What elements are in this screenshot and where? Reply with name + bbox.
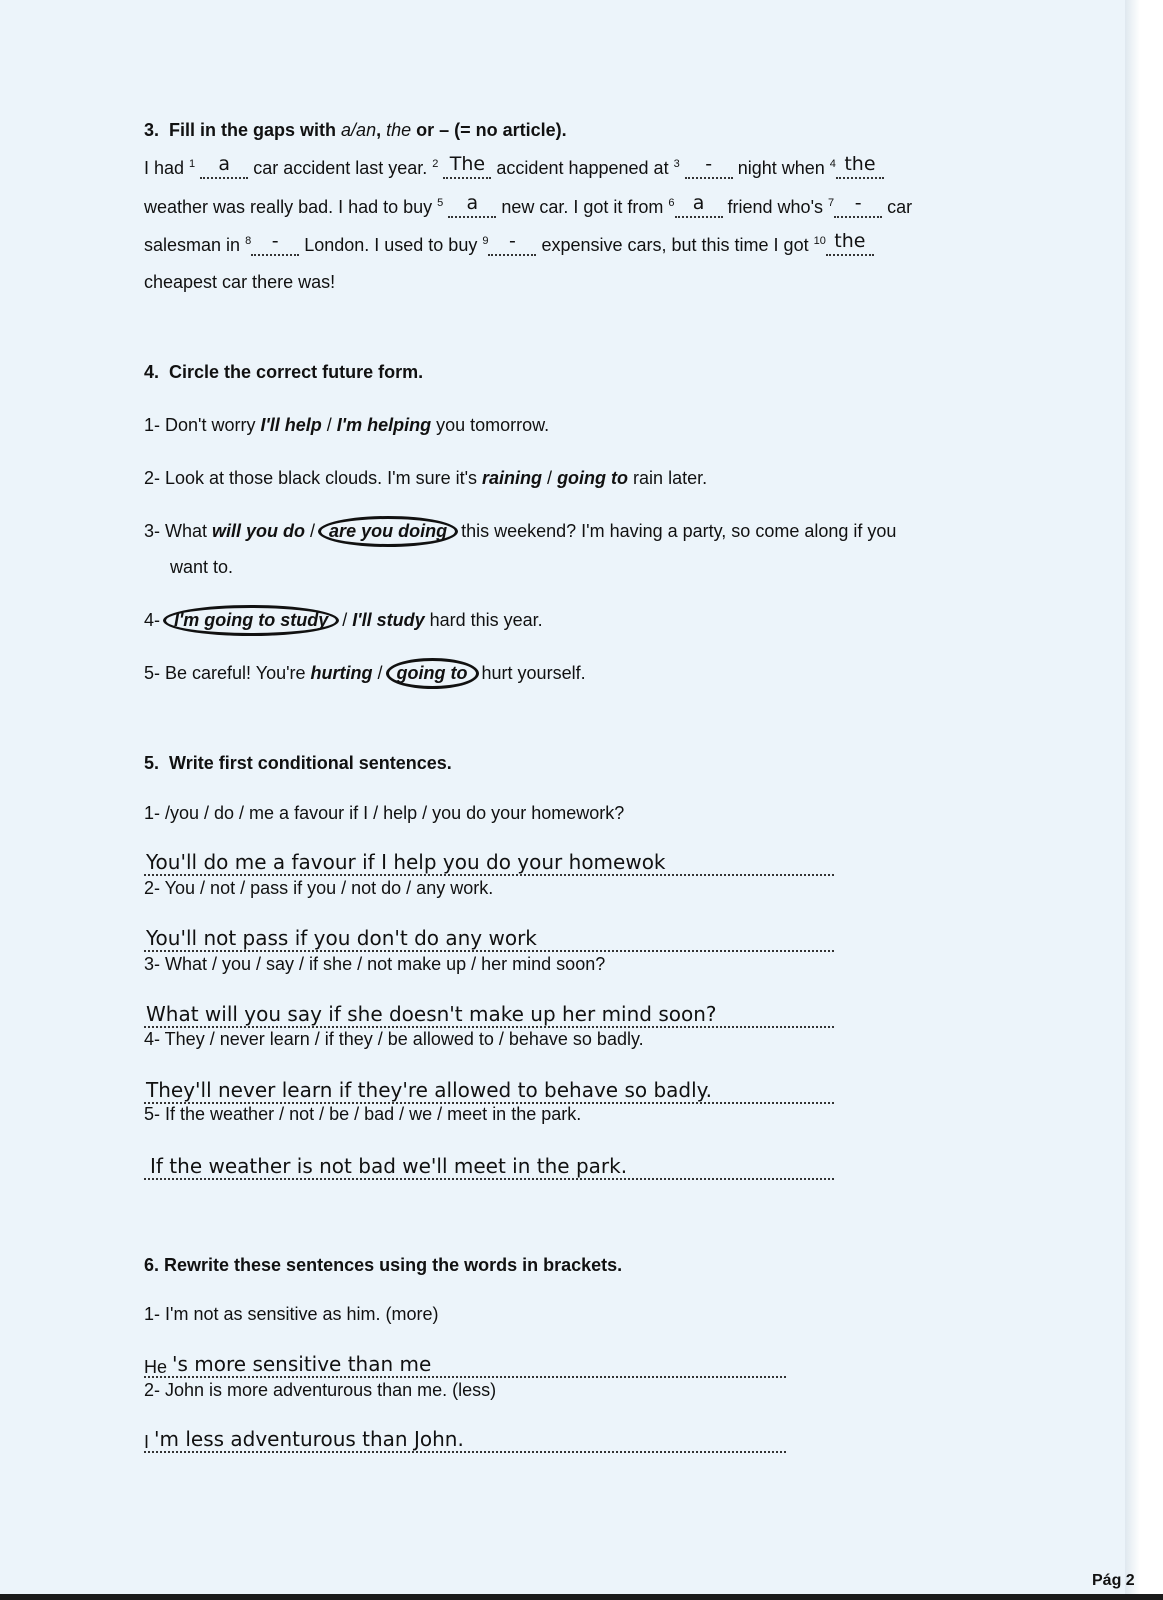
ex3-text: I had bbox=[144, 158, 190, 178]
item-text: 3- What bbox=[144, 521, 213, 541]
gap-3[interactable] bbox=[685, 153, 733, 179]
ex4-item-5 bbox=[144, 663, 586, 684]
ex3-number: 3. bbox=[144, 120, 160, 140]
ex3-line-1 bbox=[144, 153, 884, 179]
gap-answer: - bbox=[509, 230, 516, 252]
gap-10[interactable] bbox=[826, 230, 874, 256]
ex5-answer-line-1[interactable] bbox=[144, 848, 834, 876]
option[interactable]: I'll help bbox=[260, 415, 322, 435]
ex5-question-2: 2- You / not / pass if you / not do / any work. bbox=[144, 878, 494, 898]
ex3-heading-rest: or – (= no article). bbox=[411, 120, 567, 140]
separator: / bbox=[337, 610, 353, 630]
answer-prefix: He bbox=[144, 1357, 168, 1377]
circled-option[interactable]: are you doing bbox=[318, 516, 458, 547]
gap-number: 3 bbox=[673, 158, 680, 170]
gap-number: 9 bbox=[482, 235, 489, 247]
gap-number: 8 bbox=[245, 235, 252, 247]
ex6-question-2: 2- John is more adventurous than me. (less) bbox=[144, 1380, 497, 1400]
item-text: rain later. bbox=[628, 468, 708, 488]
ex5-question-3: 3- What / you / say / if she / not make up / her mind soon? bbox=[144, 954, 606, 974]
gap-9[interactable] bbox=[488, 230, 536, 256]
gap-number: 2 bbox=[432, 158, 439, 170]
option[interactable]: going to bbox=[557, 468, 629, 488]
ex3-text: expensive cars, but this time I got bbox=[536, 235, 814, 255]
scan-edge-right bbox=[1125, 0, 1163, 1600]
gap-answer: - bbox=[271, 230, 279, 252]
ex3-heading-aan: a/an bbox=[341, 120, 377, 140]
ex5-answer-line-3[interactable] bbox=[144, 1000, 834, 1028]
item-text: 1- Don't worry bbox=[144, 415, 261, 435]
ex3-text: accident happened at bbox=[491, 158, 674, 178]
ex5-answer-line-4[interactable] bbox=[144, 1076, 834, 1104]
ex6-heading: 6. Rewrite these sentences using the words in brackets. bbox=[144, 1255, 623, 1275]
item-text: 5- Be careful! You're bbox=[144, 663, 311, 683]
gap-number: 7 bbox=[828, 197, 835, 209]
ex4-item-4 bbox=[144, 610, 543, 631]
gap-number: 10 bbox=[813, 235, 826, 247]
handwritten-answer: 's more sensitive than me bbox=[172, 1352, 432, 1376]
gap-number: 6 bbox=[668, 197, 675, 209]
ex3-text: weather was really bad. I had to buy bbox=[144, 197, 438, 217]
gap-1[interactable] bbox=[200, 153, 248, 179]
ex4-heading-text: Circle the correct future form. bbox=[169, 362, 424, 382]
ex4-heading bbox=[144, 362, 423, 383]
ex6-answer-line-2[interactable] bbox=[144, 1425, 786, 1453]
gap-answer: - bbox=[854, 192, 862, 214]
ex3-text: friend who's bbox=[722, 197, 829, 217]
gap-6[interactable] bbox=[675, 192, 723, 218]
handwritten-answer: 'm less adventurous than John. bbox=[154, 1427, 464, 1451]
ex6-answer-line-1[interactable] bbox=[144, 1350, 786, 1378]
gap-answer: a bbox=[218, 153, 231, 175]
ex4-item-3 bbox=[144, 521, 896, 542]
ex5-heading-text: Write first conditional sentences. bbox=[169, 753, 452, 773]
ex5-heading bbox=[144, 753, 452, 774]
scan-edge-bottom bbox=[0, 1594, 1163, 1600]
ex5-question-5: 5- If the weather / not / be / bad / we / meet in the park. bbox=[144, 1104, 582, 1124]
ex5-question-1: 1- /you / do / me a favour if I / help / you do your homework? bbox=[144, 803, 625, 823]
ex3-line-4: cheapest car there was! bbox=[144, 272, 336, 292]
ex5-question-4: 4- They / never learn / if they / be allowed to / behave so badly. bbox=[144, 1029, 644, 1049]
item-text: hurt yourself. bbox=[476, 663, 586, 683]
separator: / bbox=[305, 521, 321, 541]
gap-number: 1 bbox=[189, 158, 196, 170]
gap-answer: the bbox=[844, 153, 876, 175]
separator: / bbox=[542, 468, 558, 488]
ex4-item-3-cont: want to. bbox=[170, 557, 234, 577]
gap-2[interactable] bbox=[443, 153, 491, 179]
item-text: 2- Look at those black clouds. I'm sure it's bbox=[144, 468, 483, 488]
gap-number: 4 bbox=[829, 158, 836, 170]
gap-5[interactable] bbox=[448, 192, 496, 218]
answer-prefix: I bbox=[144, 1432, 150, 1452]
handwritten-answer: If the weather is not bad we'll meet in the park. bbox=[150, 1154, 628, 1178]
gap-4[interactable] bbox=[836, 153, 884, 179]
gap-answer: the bbox=[834, 230, 866, 252]
option[interactable]: I'll study bbox=[352, 610, 425, 630]
option[interactable]: will you do bbox=[212, 521, 306, 541]
item-text: 4- bbox=[144, 610, 166, 630]
item-text: you tomorrow. bbox=[431, 415, 550, 435]
gap-answer: - bbox=[705, 153, 713, 175]
circled-option[interactable]: I'm going to study bbox=[163, 605, 339, 636]
ex3-heading-text: Fill in the gaps with bbox=[169, 120, 342, 140]
ex3-text: salesman in bbox=[144, 235, 246, 255]
ex6-question-1: 1- I'm not as sensitive as him. (more) bbox=[144, 1304, 439, 1324]
ex3-line-3 bbox=[144, 230, 874, 256]
circled-option[interactable]: going to bbox=[386, 658, 479, 689]
ex4-number: 4. bbox=[144, 362, 160, 382]
ex5-answer-line-5[interactable] bbox=[144, 1152, 834, 1180]
ex5-answer-line-2[interactable] bbox=[144, 924, 834, 952]
option[interactable]: I'm helping bbox=[336, 415, 432, 435]
gap-answer: a bbox=[692, 192, 705, 214]
ex3-heading-the: the bbox=[386, 120, 412, 140]
ex3-text: London. I used to buy bbox=[299, 235, 483, 255]
handwritten-answer: You'll do me a favour if I help you do your homewok bbox=[146, 850, 666, 874]
gap-answer: The bbox=[449, 153, 486, 175]
gap-answer: a bbox=[466, 192, 479, 214]
ex3-line-2 bbox=[144, 192, 913, 218]
item-text: this weekend? I'm having a party, so come along if you bbox=[456, 521, 897, 541]
ex4-item-1 bbox=[144, 415, 549, 436]
handwritten-answer: What will you say if she doesn't make up her mind soon? bbox=[146, 1002, 717, 1026]
ex4-item-2 bbox=[144, 468, 707, 489]
handwritten-answer: They'll never learn if they're allowed to behave so badly. bbox=[146, 1078, 713, 1102]
option[interactable]: hurting bbox=[310, 663, 373, 683]
separator: / bbox=[321, 415, 337, 435]
ex3-text: car accident last year. bbox=[248, 158, 433, 178]
ex5-number: 5. bbox=[144, 753, 160, 773]
handwritten-answer: You'll not pass if you don't do any work bbox=[146, 926, 537, 950]
ex3-text: new car. I got it from bbox=[496, 197, 669, 217]
gap-8[interactable] bbox=[251, 230, 299, 256]
ex3-text: night when bbox=[732, 158, 830, 178]
ex3-heading-comma: , bbox=[376, 120, 387, 140]
gap-7[interactable] bbox=[834, 192, 882, 218]
separator: / bbox=[372, 663, 388, 683]
option[interactable]: raining bbox=[482, 468, 543, 488]
item-text: hard this year. bbox=[424, 610, 543, 630]
gap-number: 5 bbox=[437, 197, 444, 209]
ex3-heading bbox=[144, 120, 567, 141]
ex3-text: car bbox=[882, 197, 913, 217]
page-number: Pág 2 bbox=[1092, 1572, 1135, 1589]
